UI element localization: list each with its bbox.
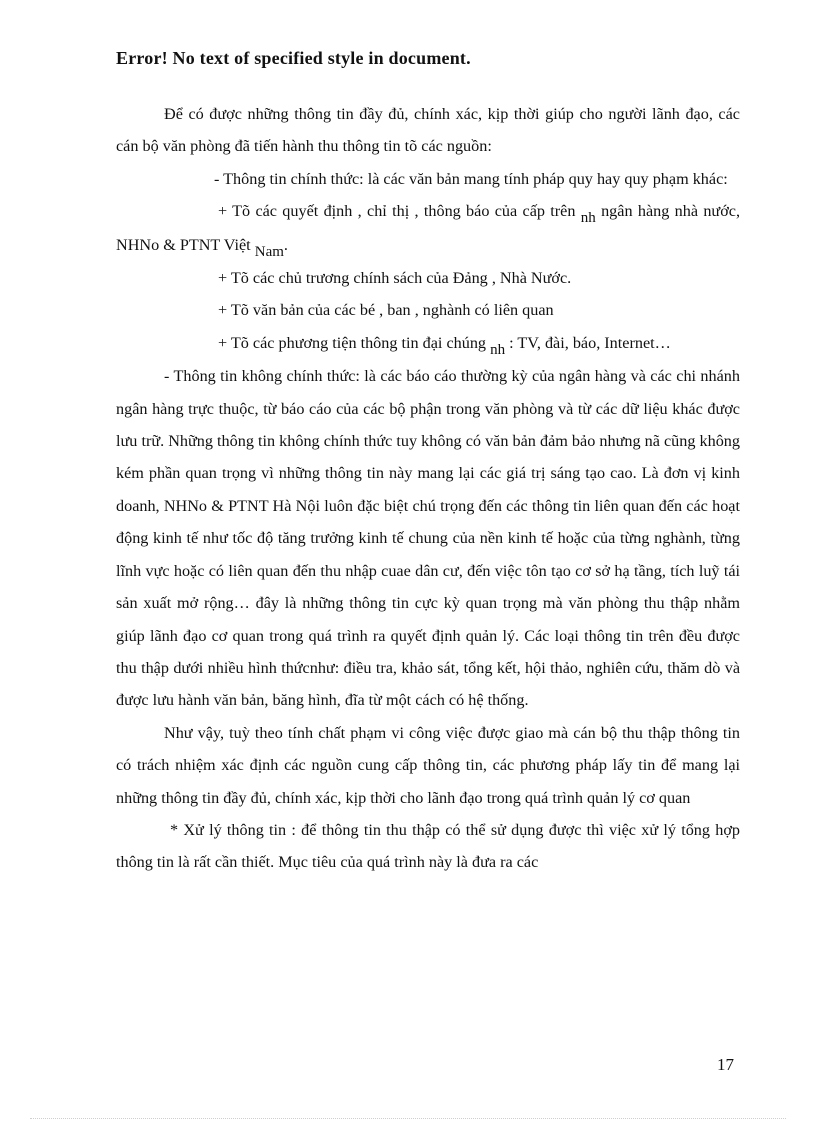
subscript-nh-2: nh (490, 341, 506, 358)
list-item-documents: + Tõ văn bản của các bé , ban , nghành có liên quan (218, 301, 554, 320)
list-item-decisions-text-b: ngân hàng nhà nước, NHNo & PTNT Việt (116, 202, 740, 254)
subscript-nam: Nam (254, 243, 284, 260)
page-number: 17 (717, 1055, 734, 1074)
paragraph-summary: Như vậy, tuỳ theo tính chất phạm vi công việc được giao mà cán bộ thu thập thông tin có trách nhiệm xác định các nguồn cung cấp thông tin, các phương pháp lấy tin để mang lại những thông tin đầy đủ, chính xác, kịp thời cho lãnh đạo trong quá trình quản lý cơ quan (116, 723, 740, 807)
list-item-decisions (116, 195, 740, 262)
list-item-decisions-text-a: + Tõ các quyết định , chỉ thị , thông báo của cấp trên (218, 202, 581, 221)
paragraph-official-info: - Thông tin chính thức: là các văn bản mang tính pháp quy hay quy phạm khác: (214, 169, 728, 188)
list-item-media-text-a: + Tõ các phương tiện thông tin đại chúng (218, 333, 491, 352)
list-item-media-text-b: : TV, đài, báo, Internet… (505, 333, 671, 352)
subscript-nh: nh (580, 210, 596, 227)
page-header: Error! No text of specified style in document. (116, 48, 471, 68)
body-text (116, 98, 740, 879)
paragraph-intro: Để có được những thông tin đầy đủ, chính xác, kịp thời giúp cho người lãnh đạo, các cán bộ văn phòng đã tiến hành thu thông tin tõ các nguồn: (116, 105, 740, 156)
list-item-policies: + Tõ các chủ trương chính sách của Đảng , Nhà Nước. (218, 269, 572, 288)
list-item-media (116, 327, 740, 360)
page-bottom-divider (30, 1118, 786, 1119)
paragraph-unofficial-info: - Thông tin không chính thức: là các báo cáo thường kỳ của ngân hàng và các chi nhánh ngân hàng trực thuộc, từ báo cáo của các bộ phận trong văn phòng và từ các dữ liệu khác được lưu trữ. Những thông tin không chính thức tuy không có văn bản đảm bảo nhưng nã cũng không kém phần quan trọng vì những thông tin này mang lại các giá trị sáng tạo cao. Là đơn vị kinh doanh, NHNo & PTNT Hà Nội luôn đặc biệt chú trọng đến các thông tin liên quan đến các hoạt động kinh tế như tốc độ tăng trưởng kinh tế chung của nền kinh tế hoặc của từng nghành, từng lĩnh vực hoặc có liên quan đến thu nhập cuae dân cư, đến việc tôn tạo cơ sở hạ tầng, tích luỹ tái sản xuất mở rộng… đây là những thông tin cực kỳ quan trọng mà văn phòng thu thập nhằm giúp lãnh đạo cơ quan trong quá trình ra quyết định quản lý. Các loại thông tin trên đều được thu thập dưới nhiều hình thứcnhư: điều tra, khảo sát, tổng kết, hội thảo, nghiên cứu, thăm dò và được lưu hành văn bản, băng hình, đĩa từ một cách có hệ thống. (116, 367, 740, 710)
paragraph-processing: * Xử lý thông tin : để thông tin thu thập có thể sử dụng được thì việc xử lý tổng hợp thông tin là rất cần thiết. Mục tiêu của quá trình này là đưa ra các (116, 820, 740, 872)
list-item-decisions-text-c: . (283, 235, 288, 254)
